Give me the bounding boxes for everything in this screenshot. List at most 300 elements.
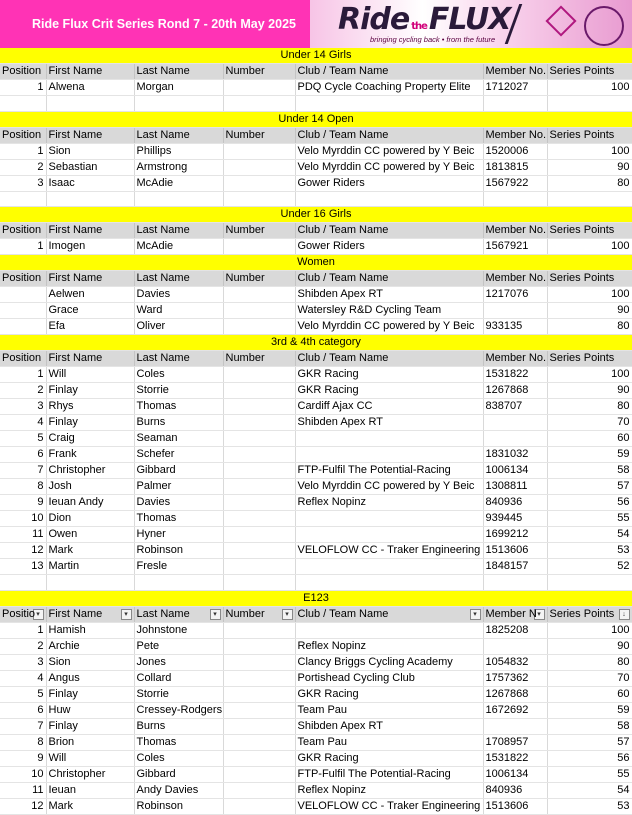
logo-tagline: bringing cycling back • from the future xyxy=(370,35,496,44)
cell-last-name[interactable]: Burns xyxy=(134,415,223,431)
empty-cell[interactable] xyxy=(223,575,295,591)
cell-member-no[interactable]: 1308811 xyxy=(483,479,547,495)
cell-number[interactable] xyxy=(223,702,295,718)
logo-word-the: the xyxy=(411,21,427,32)
cell-club[interactable]: VELOFLOW CC - Traker Engineering xyxy=(295,798,483,814)
header-series-points xyxy=(547,223,632,239)
cell-member-no[interactable] xyxy=(483,415,547,431)
cell-club[interactable]: Shibden Apex RT xyxy=(295,287,483,303)
filter-dropdown-icon[interactable]: ▾ xyxy=(210,609,221,620)
header-club xyxy=(295,127,483,143)
filter-dropdown-icon[interactable]: ▾ xyxy=(470,609,481,620)
cell-series-points[interactable]: 56 xyxy=(547,750,632,766)
cell-member-no[interactable] xyxy=(483,638,547,654)
cell-member-no[interactable]: 1531822 xyxy=(483,750,547,766)
cell-position[interactable]: 11 xyxy=(0,782,46,798)
cell-position[interactable]: 1 xyxy=(0,239,46,255)
header-member-no xyxy=(483,351,547,367)
cell-member-no[interactable]: 1712027 xyxy=(483,80,547,96)
cell-member-no[interactable]: 1699212 xyxy=(483,527,547,543)
empty-cell[interactable] xyxy=(0,96,46,112)
cell-last-name[interactable]: Fresle xyxy=(134,559,223,575)
cell-first-name[interactable]: Christopher xyxy=(46,766,134,782)
cell-number[interactable] xyxy=(223,559,295,575)
cell-first-name[interactable]: Alwena xyxy=(46,80,134,96)
table-row xyxy=(0,511,632,527)
cell-member-no[interactable]: 1672692 xyxy=(483,702,547,718)
empty-cell[interactable] xyxy=(223,96,295,112)
header-first-name xyxy=(46,351,134,367)
cell-series-points[interactable]: 90 xyxy=(547,159,632,175)
cell-club[interactable] xyxy=(295,527,483,543)
cell-club[interactable]: Watersley R&D Cycling Team xyxy=(295,303,483,319)
cell-series-points[interactable]: 90 xyxy=(547,383,632,399)
cell-position[interactable]: 10 xyxy=(0,766,46,782)
cell-club[interactable]: Reflex Nopinz xyxy=(295,638,483,654)
cell-series-points[interactable]: 100 xyxy=(547,143,632,159)
table-row xyxy=(0,766,632,782)
cell-series-points[interactable]: 57 xyxy=(547,479,632,495)
cell-series-points[interactable]: 100 xyxy=(547,622,632,638)
cell-number[interactable] xyxy=(223,670,295,686)
cell-club[interactable]: Velo Myrddin CC powered by Y Beic xyxy=(295,319,483,335)
cell-position[interactable]: 12 xyxy=(0,543,46,559)
cell-number[interactable] xyxy=(223,383,295,399)
cell-club[interactable]: GKR Racing xyxy=(295,383,483,399)
cell-last-name[interactable]: Thomas xyxy=(134,511,223,527)
cell-last-name[interactable]: Oliver xyxy=(134,319,223,335)
cell-first-name[interactable]: Will xyxy=(46,750,134,766)
cell-series-points[interactable]: 54 xyxy=(547,527,632,543)
cell-member-no[interactable]: 1513606 xyxy=(483,543,547,559)
cell-number[interactable] xyxy=(223,750,295,766)
cell-last-name[interactable]: McAdie xyxy=(134,239,223,255)
cell-first-name[interactable]: Brion xyxy=(46,734,134,750)
cell-number[interactable] xyxy=(223,175,295,191)
cell-number[interactable] xyxy=(223,638,295,654)
cell-series-points[interactable]: 90 xyxy=(547,638,632,654)
header-first-name[interactable] xyxy=(46,606,134,622)
cell-last-name[interactable]: Ward xyxy=(134,303,223,319)
cell-last-name[interactable]: Gibbard xyxy=(134,463,223,479)
cell-series-points[interactable]: 53 xyxy=(547,798,632,814)
cell-member-no[interactable]: 1513606 xyxy=(483,798,547,814)
cell-member-no[interactable]: 1567921 xyxy=(483,239,547,255)
empty-cell[interactable] xyxy=(483,191,547,207)
cell-series-points[interactable]: 52 xyxy=(547,559,632,575)
header-label: Series Points xyxy=(549,128,615,141)
cell-first-name[interactable]: Finlay xyxy=(46,718,134,734)
cell-first-name[interactable]: Finlay xyxy=(46,686,134,702)
cell-series-points[interactable]: 59 xyxy=(547,447,632,463)
cell-series-points[interactable]: 60 xyxy=(547,431,632,447)
logo-stroke-decoration xyxy=(505,4,545,44)
cell-number[interactable] xyxy=(223,798,295,814)
cell-last-name[interactable]: Phillips xyxy=(134,143,223,159)
header-position[interactable] xyxy=(0,606,46,622)
table-row xyxy=(0,399,632,415)
header-label: Last Name xyxy=(136,272,190,284)
empty-cell[interactable] xyxy=(0,191,46,207)
table-row xyxy=(0,750,632,766)
cell-position[interactable]: 6 xyxy=(0,447,46,463)
cell-series-points[interactable]: 58 xyxy=(547,463,632,479)
empty-cell[interactable] xyxy=(295,575,483,591)
cell-series-points[interactable]: 100 xyxy=(547,80,632,96)
cell-club[interactable]: GKR Racing xyxy=(295,750,483,766)
cell-club[interactable]: FTP-Fulfil The Potential-Racing xyxy=(295,766,483,782)
cell-position[interactable]: 9 xyxy=(0,495,46,511)
cell-number[interactable] xyxy=(223,766,295,782)
cell-member-no[interactable]: 840936 xyxy=(483,782,547,798)
cell-club[interactable]: GKR Racing xyxy=(295,686,483,702)
cell-club[interactable]: GKR Racing xyxy=(295,367,483,383)
cell-club[interactable]: Shibden Apex RT xyxy=(295,718,483,734)
cell-last-name[interactable]: Morgan xyxy=(134,80,223,96)
cell-club[interactable]: Clancy Briggs Cycling Academy xyxy=(295,654,483,670)
cell-member-no[interactable]: 1520006 xyxy=(483,143,547,159)
cell-last-name[interactable]: Robinson xyxy=(134,798,223,814)
cell-position[interactable]: 3 xyxy=(0,175,46,191)
cell-member-no[interactable]: 1813815 xyxy=(483,159,547,175)
cell-position[interactable]: 5 xyxy=(0,431,46,447)
filter-dropdown-icon[interactable]: ▾ xyxy=(121,609,132,620)
cell-series-points[interactable]: 80 xyxy=(547,399,632,415)
cell-series-points[interactable]: 100 xyxy=(547,367,632,383)
cell-member-no[interactable]: 840936 xyxy=(483,495,547,511)
cell-last-name[interactable]: Johnstone xyxy=(134,622,223,638)
cell-member-no[interactable]: 1054832 xyxy=(483,654,547,670)
cell-position[interactable]: 10 xyxy=(0,511,46,527)
empty-cell[interactable] xyxy=(483,575,547,591)
cell-last-name[interactable]: Jones xyxy=(134,654,223,670)
cell-last-name[interactable]: Cressey-Rodgers xyxy=(134,702,223,718)
cell-club[interactable] xyxy=(295,511,483,527)
cell-club[interactable]: Cardiff Ajax CC xyxy=(295,399,483,415)
cell-series-points[interactable]: 60 xyxy=(547,686,632,702)
header-label: Member No. xyxy=(485,128,547,141)
cell-first-name[interactable]: Aelwen xyxy=(46,287,134,303)
cell-number[interactable] xyxy=(223,654,295,670)
empty-cell[interactable] xyxy=(46,191,134,207)
cell-series-points[interactable]: 70 xyxy=(547,670,632,686)
cell-number[interactable] xyxy=(223,80,295,96)
cell-member-no[interactable]: 1757362 xyxy=(483,670,547,686)
cell-position[interactable]: 2 xyxy=(0,159,46,175)
cell-number[interactable] xyxy=(223,718,295,734)
cell-position[interactable]: 2 xyxy=(0,638,46,654)
header-label: Position xyxy=(2,272,42,284)
cell-number[interactable] xyxy=(223,287,295,303)
cell-last-name[interactable]: Palmer xyxy=(134,479,223,495)
cell-last-name[interactable]: Armstrong xyxy=(134,159,223,175)
cell-first-name[interactable]: Isaac xyxy=(46,175,134,191)
header-label: First Name xyxy=(48,272,103,284)
cell-first-name[interactable]: Hamish xyxy=(46,622,134,638)
cell-club[interactable]: Reflex Nopinz xyxy=(295,495,483,511)
cell-position[interactable]: 1 xyxy=(0,622,46,638)
column-header-row xyxy=(0,271,632,287)
cell-number[interactable] xyxy=(223,319,295,335)
empty-cell[interactable] xyxy=(46,96,134,112)
cell-first-name[interactable]: Angus xyxy=(46,670,134,686)
cell-club[interactable] xyxy=(295,447,483,463)
cell-first-name[interactable]: Huw xyxy=(46,702,134,718)
cell-series-points[interactable]: 70 xyxy=(547,415,632,431)
cell-position[interactable]: 6 xyxy=(0,702,46,718)
ride-flux-logo xyxy=(310,0,632,48)
cell-position[interactable]: 8 xyxy=(0,734,46,750)
cell-series-points[interactable]: 55 xyxy=(547,766,632,782)
cell-member-no[interactable]: 1006134 xyxy=(483,463,547,479)
cell-last-name[interactable]: Pete xyxy=(134,638,223,654)
cell-club[interactable]: Team Pau xyxy=(295,702,483,718)
cell-position[interactable]: 13 xyxy=(0,559,46,575)
cell-series-points[interactable]: 100 xyxy=(547,287,632,303)
header-number xyxy=(223,271,295,287)
header-last-name[interactable] xyxy=(134,606,223,622)
cell-club[interactable]: Shibden Apex RT xyxy=(295,415,483,431)
header-series-points xyxy=(547,64,632,80)
cell-position[interactable]: 1 xyxy=(0,367,46,383)
cell-club[interactable] xyxy=(295,622,483,638)
cell-first-name[interactable]: Ieuan Andy xyxy=(46,495,134,511)
cell-number[interactable] xyxy=(223,622,295,638)
cell-last-name[interactable]: Thomas xyxy=(134,399,223,415)
cell-first-name[interactable]: Sion xyxy=(46,654,134,670)
cell-club[interactable]: Velo Myrddin CC powered by Y Beic xyxy=(295,143,483,159)
cell-last-name[interactable]: Robinson xyxy=(134,543,223,559)
cell-club[interactable]: Team Pau xyxy=(295,734,483,750)
cell-club[interactable]: Portishead Cycling Club xyxy=(295,670,483,686)
empty-cell[interactable] xyxy=(134,191,223,207)
cell-position[interactable]: 1 xyxy=(0,80,46,96)
cell-number[interactable] xyxy=(223,447,295,463)
cell-member-no[interactable]: 1831032 xyxy=(483,447,547,463)
cell-first-name[interactable]: Mark xyxy=(46,543,134,559)
cell-first-name[interactable]: Ieuan xyxy=(46,782,134,798)
cell-position[interactable]: 7 xyxy=(0,718,46,734)
cell-position[interactable]: 3 xyxy=(0,399,46,415)
cell-number[interactable] xyxy=(223,479,295,495)
empty-cell[interactable] xyxy=(547,575,632,591)
cell-first-name[interactable]: Sion xyxy=(46,143,134,159)
cell-number[interactable] xyxy=(223,686,295,702)
cell-club[interactable]: Reflex Nopinz xyxy=(295,782,483,798)
cell-series-points[interactable]: 55 xyxy=(547,511,632,527)
cell-club[interactable]: VELOFLOW CC - Traker Engineering xyxy=(295,543,483,559)
filter-dropdown-icon[interactable]: ↓ xyxy=(619,609,630,620)
cell-first-name[interactable]: Josh xyxy=(46,479,134,495)
empty-cell[interactable] xyxy=(0,575,46,591)
cell-club[interactable] xyxy=(295,431,483,447)
cell-first-name[interactable]: Owen xyxy=(46,527,134,543)
blank-row xyxy=(0,575,632,591)
cell-last-name[interactable]: Storrie xyxy=(134,383,223,399)
cell-position[interactable]: 11 xyxy=(0,527,46,543)
header-number[interactable] xyxy=(223,606,295,622)
cell-last-name[interactable]: Andy Davies xyxy=(134,782,223,798)
empty-cell[interactable] xyxy=(295,191,483,207)
cell-club[interactable]: Velo Myrddin CC powered by Y Beic xyxy=(295,479,483,495)
cell-last-name[interactable]: McAdie xyxy=(134,175,223,191)
cell-number[interactable] xyxy=(223,159,295,175)
cell-member-no[interactable]: 1567922 xyxy=(483,175,547,191)
cell-series-points[interactable]: 58 xyxy=(547,718,632,734)
cell-first-name[interactable]: Rhys xyxy=(46,399,134,415)
empty-cell[interactable] xyxy=(223,191,295,207)
cell-first-name[interactable]: Efa xyxy=(46,319,134,335)
cell-member-no[interactable]: 838707 xyxy=(483,399,547,415)
cell-last-name[interactable]: Seaman xyxy=(134,431,223,447)
cell-first-name[interactable]: Archie xyxy=(46,638,134,654)
cell-series-points[interactable]: 56 xyxy=(547,495,632,511)
header-series-points[interactable] xyxy=(547,606,632,622)
cell-position[interactable] xyxy=(0,319,46,335)
cell-series-points[interactable]: 54 xyxy=(547,782,632,798)
cell-last-name[interactable]: Davies xyxy=(134,287,223,303)
cell-member-no[interactable]: 1006134 xyxy=(483,766,547,782)
cell-series-points[interactable]: 59 xyxy=(547,702,632,718)
cell-first-name[interactable]: Mark xyxy=(46,798,134,814)
cell-number[interactable] xyxy=(223,415,295,431)
cell-member-no[interactable]: 939445 xyxy=(483,511,547,527)
cell-number[interactable] xyxy=(223,543,295,559)
cell-member-no[interactable]: 1825208 xyxy=(483,622,547,638)
empty-cell[interactable] xyxy=(547,191,632,207)
cell-first-name[interactable]: Finlay xyxy=(46,415,134,431)
section-heading xyxy=(0,335,632,351)
cell-number[interactable] xyxy=(223,143,295,159)
empty-cell[interactable] xyxy=(483,96,547,112)
cell-member-no[interactable]: 1267868 xyxy=(483,383,547,399)
filter-dropdown-icon[interactable]: ▾ xyxy=(33,609,44,620)
cell-position[interactable]: 5 xyxy=(0,686,46,702)
cell-last-name[interactable]: Coles xyxy=(134,367,223,383)
cell-number[interactable] xyxy=(223,734,295,750)
cell-member-no[interactable]: 1708957 xyxy=(483,734,547,750)
header-member-no xyxy=(483,64,547,80)
cell-club[interactable]: Gower Riders xyxy=(295,239,483,255)
filter-dropdown-icon[interactable]: ▾ xyxy=(282,609,293,620)
cell-first-name[interactable]: Craig xyxy=(46,431,134,447)
cell-member-no[interactable] xyxy=(483,718,547,734)
cell-last-name[interactable]: Davies xyxy=(134,495,223,511)
cell-series-points[interactable]: 53 xyxy=(547,543,632,559)
cell-first-name[interactable]: Will xyxy=(46,367,134,383)
section-title: 3rd & 4th category xyxy=(0,335,632,351)
cell-series-points[interactable]: 57 xyxy=(547,734,632,750)
table-row xyxy=(0,159,632,175)
header-club[interactable] xyxy=(295,606,483,622)
cell-first-name[interactable]: Dion xyxy=(46,511,134,527)
cell-member-no[interactable]: 933135 xyxy=(483,319,547,335)
header-label: Last Name xyxy=(136,128,190,141)
table-row xyxy=(0,431,632,447)
cell-position[interactable]: 8 xyxy=(0,479,46,495)
cell-position[interactable]: 4 xyxy=(0,415,46,431)
cell-last-name[interactable]: Burns xyxy=(134,718,223,734)
logo-word-ride: Ride xyxy=(338,2,410,37)
cell-position[interactable]: 12 xyxy=(0,798,46,814)
cell-number[interactable] xyxy=(223,399,295,415)
cell-number[interactable] xyxy=(223,527,295,543)
cell-last-name[interactable]: Thomas xyxy=(134,734,223,750)
cell-number[interactable] xyxy=(223,367,295,383)
cell-position[interactable] xyxy=(0,303,46,319)
header-member-no[interactable] xyxy=(483,606,547,622)
cell-first-name[interactable]: Christopher xyxy=(46,463,134,479)
cell-first-name[interactable]: Finlay xyxy=(46,383,134,399)
cell-first-name[interactable]: Imogen xyxy=(46,239,134,255)
cell-number[interactable] xyxy=(223,511,295,527)
cell-last-name[interactable]: Gibbard xyxy=(134,766,223,782)
cell-last-name[interactable]: Coles xyxy=(134,750,223,766)
filter-dropdown-icon[interactable]: ▾ xyxy=(534,609,545,620)
cell-position[interactable]: 3 xyxy=(0,654,46,670)
header-club xyxy=(295,64,483,80)
cell-last-name[interactable]: Storrie xyxy=(134,686,223,702)
cell-last-name[interactable]: Collard xyxy=(134,670,223,686)
cell-series-points[interactable]: 80 xyxy=(547,175,632,191)
empty-cell[interactable] xyxy=(295,96,483,112)
cell-club[interactable]: PDQ Cycle Coaching Property Elite xyxy=(295,80,483,96)
cell-series-points[interactable]: 80 xyxy=(547,319,632,335)
cell-member-no[interactable]: 1267868 xyxy=(483,686,547,702)
table-row xyxy=(0,638,632,654)
cell-position[interactable]: 1 xyxy=(0,143,46,159)
cell-number[interactable] xyxy=(223,495,295,511)
table-row xyxy=(0,543,632,559)
cell-position[interactable] xyxy=(0,287,46,303)
cell-first-name[interactable]: Frank xyxy=(46,447,134,463)
table-row xyxy=(0,479,632,495)
cell-position[interactable]: 7 xyxy=(0,463,46,479)
cell-last-name[interactable]: Schefer xyxy=(134,447,223,463)
logo-wordmark xyxy=(338,2,510,37)
cell-number[interactable] xyxy=(223,303,295,319)
cell-member-no[interactable] xyxy=(483,431,547,447)
cell-number[interactable] xyxy=(223,239,295,255)
cell-member-no[interactable]: 1531822 xyxy=(483,367,547,383)
cell-first-name[interactable]: Sebastian xyxy=(46,159,134,175)
cell-first-name[interactable]: Martin xyxy=(46,559,134,575)
cell-position[interactable]: 2 xyxy=(0,383,46,399)
cell-member-no[interactable]: 1848157 xyxy=(483,559,547,575)
cell-position[interactable]: 4 xyxy=(0,670,46,686)
cell-series-points[interactable]: 80 xyxy=(547,654,632,670)
empty-cell[interactable] xyxy=(46,575,134,591)
cell-first-name[interactable]: Grace xyxy=(46,303,134,319)
cell-club[interactable]: Gower Riders xyxy=(295,175,483,191)
cell-series-points[interactable]: 90 xyxy=(547,303,632,319)
cell-number[interactable] xyxy=(223,431,295,447)
blank-row xyxy=(0,96,632,112)
empty-cell[interactable] xyxy=(134,575,223,591)
cell-series-points[interactable]: 100 xyxy=(547,239,632,255)
cell-number[interactable] xyxy=(223,782,295,798)
cell-member-no[interactable] xyxy=(483,303,547,319)
cell-last-name[interactable]: Hyner xyxy=(134,527,223,543)
cell-number[interactable] xyxy=(223,463,295,479)
cell-member-no[interactable]: 1217076 xyxy=(483,287,547,303)
cell-club[interactable]: Velo Myrddin CC powered by Y Beic xyxy=(295,159,483,175)
cell-position[interactable]: 9 xyxy=(0,750,46,766)
empty-cell[interactable] xyxy=(547,96,632,112)
cell-club[interactable]: FTP-Fulfil The Potential-Racing xyxy=(295,463,483,479)
cell-club[interactable] xyxy=(295,559,483,575)
empty-cell[interactable] xyxy=(134,96,223,112)
